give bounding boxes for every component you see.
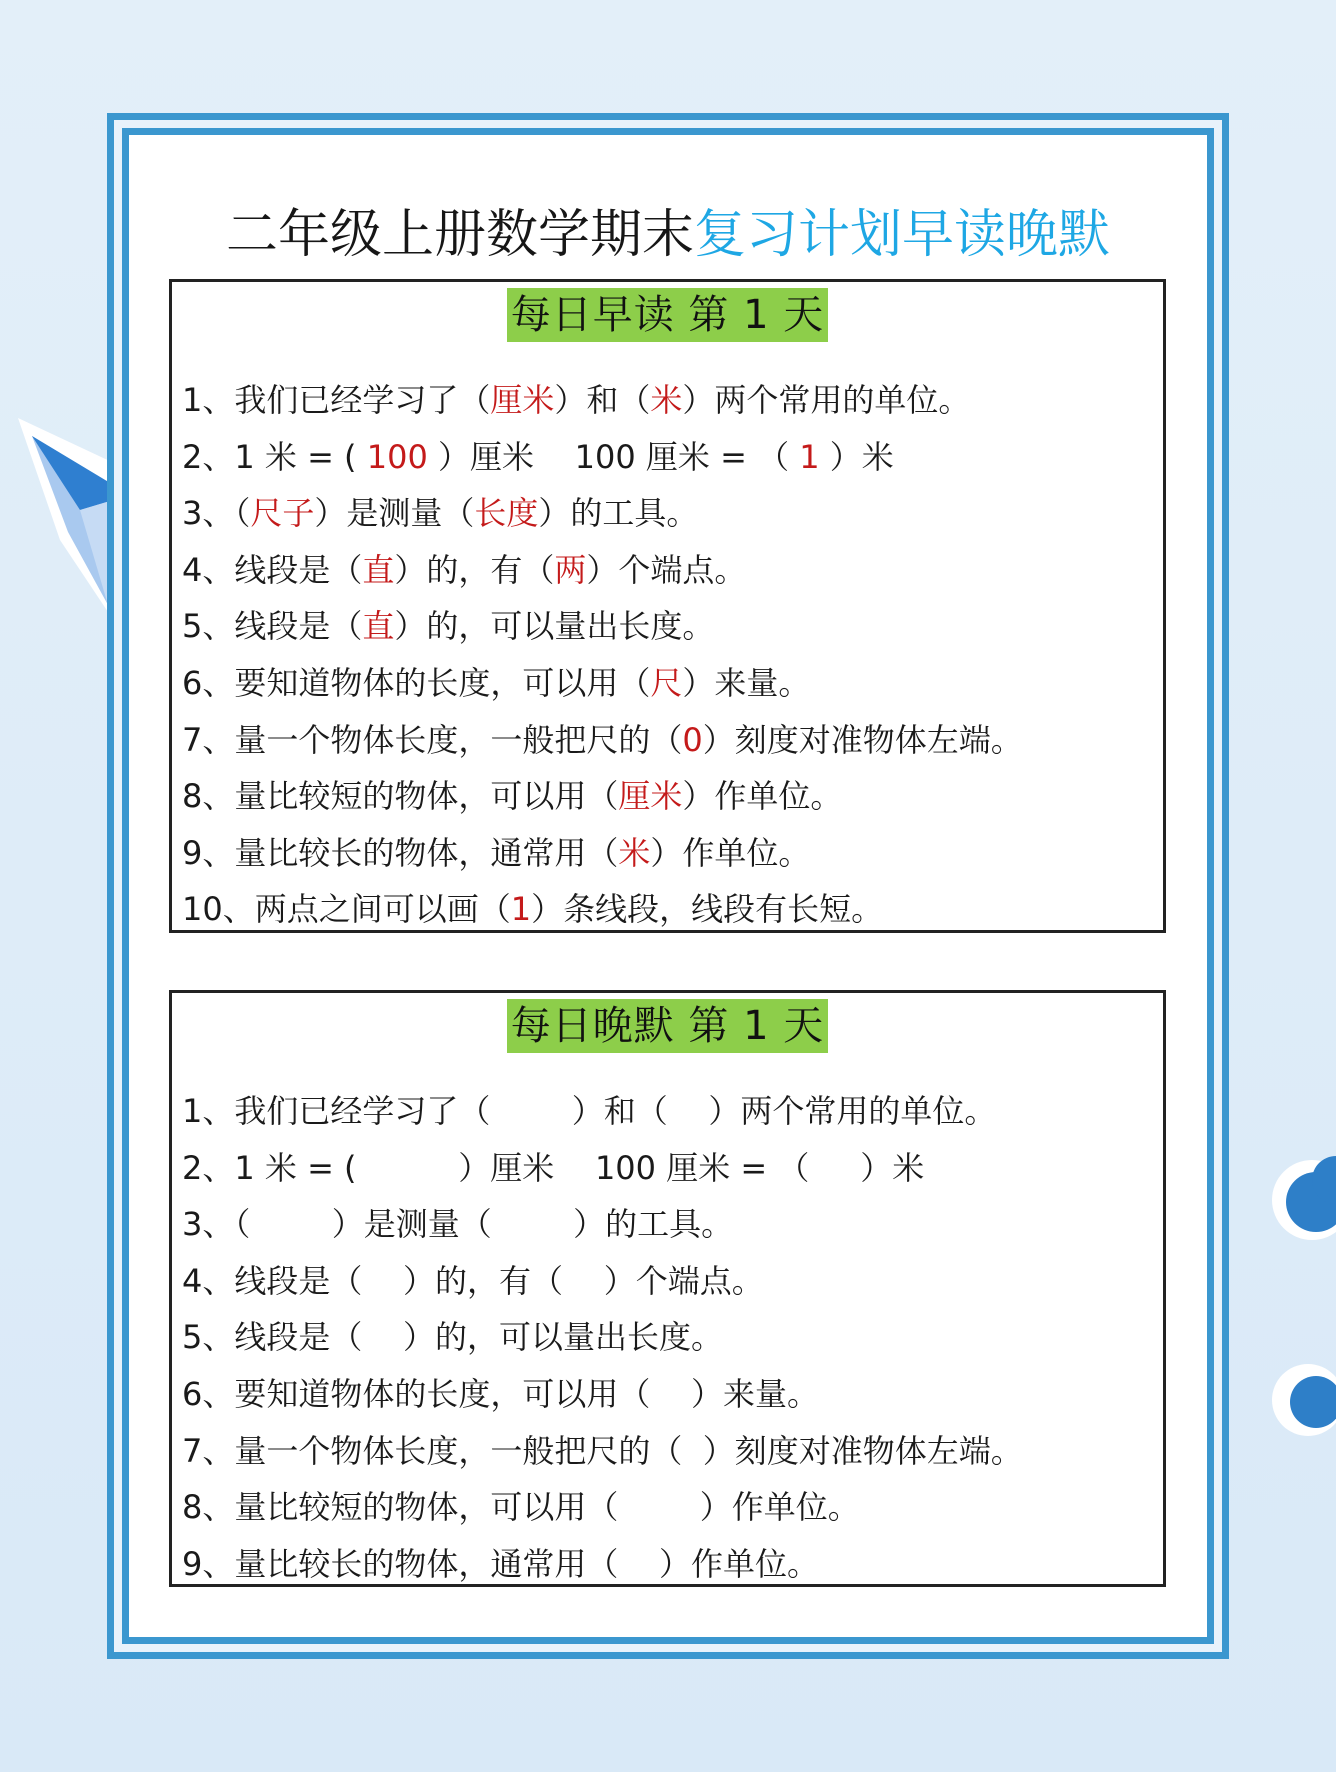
morning-question-item bbox=[182, 485, 1157, 542]
question-text: 1、我们已经学习了（ bbox=[182, 381, 491, 419]
question-text: 5、线段是（ ）的，可以量出长度。 bbox=[182, 1318, 724, 1357]
question-text: 2、1 米 = ( ）厘米 100 厘米 = （ ）米 bbox=[182, 1148, 925, 1187]
answer-text: 厘米 bbox=[618, 777, 683, 816]
morning-question-item bbox=[182, 655, 1157, 712]
question-text: ）厘米 100 厘米 = （ bbox=[427, 437, 800, 476]
answer-text: 两 bbox=[554, 550, 587, 589]
question-text: ）作单位。 bbox=[682, 777, 843, 816]
page-title bbox=[0, 203, 1336, 267]
question-text: ）作单位。 bbox=[650, 833, 811, 872]
evening-question-item bbox=[182, 1083, 1157, 1140]
title-main: 二年级上册数学期末 bbox=[225, 205, 694, 265]
answer-text: 厘米 bbox=[490, 381, 555, 419]
question-text: 7、量一个物体长度，一般把尺的（ ）刻度对准物体左端。 bbox=[182, 1431, 1023, 1470]
morning-question-list bbox=[182, 372, 1157, 938]
morning-reading-box bbox=[169, 279, 1166, 933]
cloud-decoration bbox=[1216, 1140, 1336, 1480]
evening-dictation-box bbox=[169, 990, 1166, 1587]
question-text: ）条线段，线段有长短。 bbox=[531, 890, 884, 929]
question-text: 1、我们已经学习了（ ）和（ ）两个常用的单位。 bbox=[182, 1092, 997, 1130]
question-text: ）是测量（ bbox=[314, 494, 475, 533]
morning-question-item bbox=[182, 768, 1157, 825]
answer-text: 尺子 bbox=[250, 494, 315, 533]
question-text: 3、（ ）是测量（ ）的工具。 bbox=[182, 1205, 734, 1244]
morning-question-item bbox=[182, 542, 1157, 599]
evening-question-item bbox=[182, 1536, 1157, 1593]
question-text: ）两个常用的单位。 bbox=[682, 381, 971, 419]
question-text: 9、量比较长的物体，通常用（ bbox=[182, 833, 619, 872]
question-text: 10、两点之间可以画（ bbox=[182, 890, 511, 929]
evening-question-item bbox=[182, 1140, 1157, 1197]
question-text: 8、量比较短的物体，可以用（ ）作单位。 bbox=[182, 1488, 860, 1527]
evening-heading-label: 每日晚默 第 1 天 bbox=[507, 999, 829, 1053]
question-text: ）刻度对准物体左端。 bbox=[702, 720, 1023, 759]
evening-question-item bbox=[182, 1253, 1157, 1310]
morning-heading bbox=[172, 288, 1163, 342]
question-text: 9、量比较长的物体，通常用（ ）作单位。 bbox=[182, 1544, 820, 1583]
answer-text: 1 bbox=[799, 437, 820, 476]
evening-question-list bbox=[182, 1083, 1157, 1592]
question-text: ）的，可以量出长度。 bbox=[394, 607, 715, 646]
evening-question-item bbox=[182, 1366, 1157, 1423]
answer-text: 尺 bbox=[650, 663, 683, 702]
question-text: ）米 bbox=[819, 437, 894, 476]
answer-text: 长度 bbox=[474, 494, 539, 533]
morning-question-item bbox=[182, 825, 1157, 882]
question-text: ）的，有（ bbox=[394, 550, 555, 589]
morning-heading-label: 每日早读 第 1 天 bbox=[507, 288, 829, 342]
question-text: ）来量。 bbox=[682, 663, 811, 702]
question-text: ）和（ bbox=[554, 381, 651, 419]
morning-question-item bbox=[182, 712, 1157, 769]
answer-text: 100 bbox=[366, 437, 428, 476]
answer-text: 0 bbox=[682, 720, 703, 759]
evening-heading bbox=[172, 999, 1163, 1053]
question-text: 2、1 米 = ( bbox=[182, 437, 367, 476]
question-text: 8、量比较短的物体，可以用（ bbox=[182, 777, 619, 816]
morning-question-item bbox=[182, 598, 1157, 655]
question-text: 6、要知道物体的长度，可以用（ bbox=[182, 663, 651, 702]
question-text: ）个端点。 bbox=[586, 550, 747, 589]
answer-text: 直 bbox=[362, 550, 395, 589]
morning-question-item bbox=[182, 429, 1157, 486]
answer-text: 直 bbox=[362, 607, 395, 646]
morning-question-item bbox=[182, 881, 1157, 938]
question-text: 3、（ bbox=[182, 494, 251, 533]
question-text: ）的工具。 bbox=[538, 494, 699, 533]
morning-question-item bbox=[182, 372, 1157, 429]
title-highlight: 复习计划早读晚默 bbox=[694, 205, 1111, 265]
evening-question-item bbox=[182, 1309, 1157, 1366]
evening-question-item bbox=[182, 1423, 1157, 1480]
answer-text: 米 bbox=[650, 381, 683, 419]
answer-text: 米 bbox=[618, 833, 651, 872]
evening-question-item bbox=[182, 1196, 1157, 1253]
question-text: 7、量一个物体长度，一般把尺的（ bbox=[182, 720, 683, 759]
question-text: 5、线段是（ bbox=[182, 607, 363, 646]
question-text: 6、要知道物体的长度，可以用（ ）来量。 bbox=[182, 1374, 820, 1413]
answer-text: 1 bbox=[510, 890, 532, 929]
evening-question-item bbox=[182, 1479, 1157, 1536]
question-text: 4、线段是（ bbox=[182, 550, 363, 589]
question-text: 4、线段是（ ）的，有（ ）个端点。 bbox=[182, 1261, 764, 1300]
